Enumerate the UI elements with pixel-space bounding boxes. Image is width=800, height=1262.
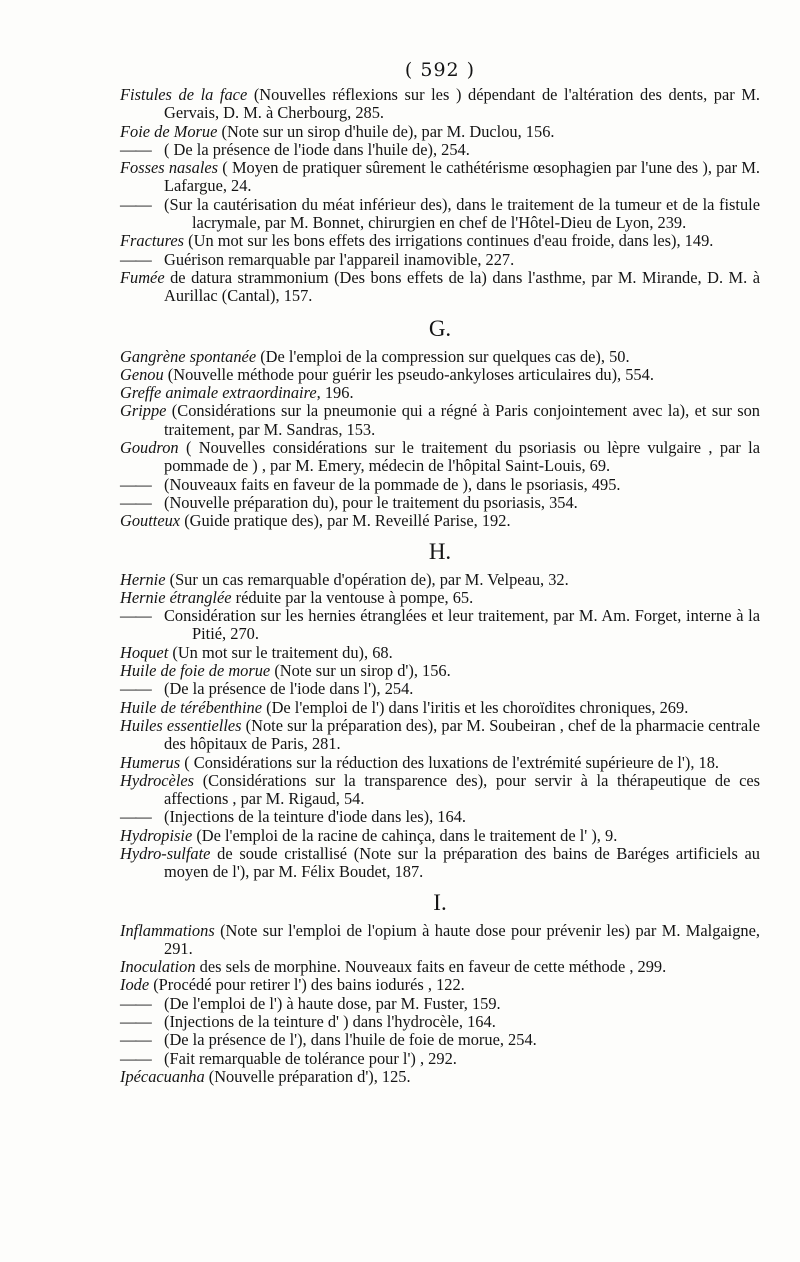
index-entry	[120, 86, 760, 123]
index-entry	[120, 571, 760, 589]
entry-headword: Inoculation	[120, 957, 196, 977]
index-sub-entry	[120, 607, 760, 644]
index-content	[120, 86, 760, 1086]
ditto-dash: ——	[120, 679, 151, 699]
index-sub-entry	[120, 808, 760, 826]
index-sub-entry	[120, 1050, 760, 1068]
index-entry	[120, 439, 760, 476]
entry-text: (De l'emploi de la compression sur quelques cas de), 50.	[256, 346, 630, 366]
ditto-dash: ——	[120, 139, 151, 159]
entry-text: (Sur la cautérisation du méat inférieur des), dans le traitement de la tumeur et de la fistule lacrymale, par M. Bonnet, chirurgien en chef de l'Hôtel-Dieu de Lyon, 239.	[164, 194, 760, 233]
entry-text: (Note sur un sirop d'), 156.	[270, 661, 451, 681]
entry-text: des sels de morphine. Nouveaux faits en faveur de cette méthode , 299.	[195, 957, 667, 977]
index-entry	[120, 958, 760, 976]
entry-headword: Greffe animale extraordinaire	[120, 383, 317, 403]
entry-headword: Genou	[120, 364, 164, 384]
entry-text: (Nouvelle préparation du), pour le traitement du psoriasis, 354.	[164, 492, 578, 512]
index-entry	[120, 827, 760, 845]
index-entry	[120, 976, 760, 994]
entry-headword: Fistules de la face	[120, 85, 248, 104]
entry-headword: Iode	[120, 975, 150, 995]
entry-text: (Nouvelles réflexions sur les ) dépendant de l'altération des dents, par M. Gervais, D. M. à Cherbourg, 285.	[164, 85, 760, 123]
entry-text: (Sur un cas remarquable d'opération de), par M. Velpeau, 32.	[165, 569, 569, 589]
index-sub-entry	[120, 251, 760, 269]
entry-text: ( Nouvelles considérations sur le traitement du psoriasis ou lèpre vulgaire , par la pommade de ) , par M. Emery, médecin de l'hôpital Saint-Louis, 69.	[164, 438, 760, 476]
entry-text: (Nouvelle préparation d'), 125.	[204, 1066, 411, 1086]
index-sub-entry	[120, 476, 760, 494]
index-sub-entry	[120, 1031, 760, 1049]
index-sub-entry	[120, 196, 760, 233]
ditto-dash: ——	[120, 1012, 151, 1032]
index-entry	[120, 1068, 760, 1086]
entry-text: de soude cristallisé (Note sur la préparation des bains de Baréges artificiels au moyen de l'), par M. Félix Boudet, 187.	[164, 843, 760, 882]
index-entry	[120, 269, 760, 306]
entry-text: Guérison remarquable par l'appareil inamovible, 227.	[164, 249, 515, 269]
index-entry	[120, 717, 760, 754]
index-entry	[120, 512, 760, 530]
index-entry	[120, 348, 760, 366]
entry-headword: Huile de térébenthine	[120, 697, 263, 717]
entry-headword: Inflammations	[120, 920, 215, 940]
index-sub-entry	[120, 494, 760, 512]
index-entry	[120, 845, 760, 882]
index-entry	[120, 644, 760, 662]
entry-text: (De la présence de l'), dans l'huile de foie de morue, 254.	[164, 1030, 537, 1050]
index-entry	[120, 159, 760, 196]
entry-text: (De l'emploi de l') dans l'iritis et les choroïdites chroniques, 269.	[262, 697, 689, 717]
entry-headword: Fosses nasales	[120, 158, 219, 178]
entry-headword: Hoquet	[120, 642, 169, 662]
entry-headword: Humerus	[120, 752, 181, 772]
entry-text: (Note sur l'emploi de l'opium à haute dose pour prévenir les) par M. Malgaigne, 291.	[164, 920, 760, 958]
section-letter-heading: H.	[428, 538, 452, 564]
entry-text: de datura strammonium (Des bons effets de la) dans l'asthme, par M. Mirande, D. M. à Aurillac (Cantal), 157.	[164, 267, 760, 306]
entry-headword: Fractures	[120, 231, 185, 251]
entry-headword: Goudron	[120, 438, 179, 458]
entry-text: (Nouvelle méthode pour guérir les pseudo-ankyloses articulaires du), 554.	[163, 364, 654, 384]
section-letter-heading: I.	[433, 889, 447, 915]
entry-text: ( Considérations sur la réduction des luxations de l'extrémité supérieure de l'), 18.	[180, 752, 720, 772]
index-sub-entry	[120, 995, 760, 1013]
ditto-dash: ——	[120, 993, 151, 1013]
entry-headword: Goutteux	[120, 511, 181, 531]
entry-text: (Guide pratique des), par M. Reveillé Parise, 192.	[180, 511, 511, 531]
index-entry	[120, 384, 760, 402]
index-entry	[120, 402, 760, 439]
index-entry	[120, 232, 760, 250]
entry-headword: Hydropisie	[120, 825, 193, 845]
entry-text: (De la présence de l'iode dans l'), 254.	[164, 679, 414, 699]
entry-text: Considération sur les hernies étranglées et leur traitement, par M. Am. Forget, interne à la Pitié, 270.	[164, 606, 760, 644]
index-sub-entry	[120, 680, 760, 698]
entry-headword: Fumée	[120, 267, 165, 287]
entry-headword: Hernie étranglée	[120, 587, 232, 607]
entry-text: (Considérations sur la transparence des), pour servir à la thérapeutique de ces affections , par M. Rigaud, 54.	[164, 770, 760, 809]
ditto-dash: ——	[120, 606, 151, 626]
index-sub-entry	[120, 1013, 760, 1031]
entry-text: réduite par la ventouse à pompe, 65.	[231, 587, 474, 607]
index-entry	[120, 366, 760, 384]
entry-headword: Huile de foie de morue	[120, 661, 271, 681]
index-entry	[120, 589, 760, 607]
entry-text: ( De la présence de l'iode dans l'huile de), 254.	[164, 139, 470, 159]
index-entry	[120, 699, 760, 717]
entry-headword: Ipécacuanha	[120, 1066, 205, 1086]
ditto-dash: ——	[120, 807, 151, 827]
index-entry	[120, 922, 760, 959]
index-entry	[120, 123, 760, 141]
entry-text: (De l'emploi de la racine de cahinça, dans le traitement de l' ), 9.	[192, 825, 618, 845]
page-number: ( 592 )	[404, 59, 476, 81]
entry-headword: Huiles essentielles	[120, 715, 242, 735]
index-entry	[120, 772, 760, 809]
entry-headword: Foie de Morue	[120, 121, 218, 141]
entry-headword: Hydro-sulfate	[120, 843, 211, 863]
ditto-dash: ——	[120, 1030, 151, 1050]
entry-text: (Procédé pour retirer l') des bains iodurés , 122.	[149, 975, 465, 995]
entry-text: (Injections de la teinture d'iode dans les), 164.	[164, 807, 466, 827]
entry-text: (Un mot sur les bons effets des irrigations continues d'eau froide, dans les), 149.	[184, 231, 714, 251]
index-entry	[120, 754, 760, 772]
ditto-dash: ——	[120, 474, 151, 494]
ditto-dash: ——	[120, 194, 151, 214]
entry-text: (Considérations sur la pneumonie qui a régné à Paris conjointement avec la), et sur son traitement, par M. Sandras, 153.	[164, 401, 760, 439]
entry-text: ( Moyen de pratiquer sûrement le cathétérisme œsophagien par l'une des ), par M. Lafargue, 24.	[164, 158, 760, 196]
entry-text: (De l'emploi de l') à haute dose, par M. Fuster, 159.	[164, 993, 501, 1013]
entry-text: (Note sur un sirop d'huile de), par M. Duclou, 156.	[217, 121, 555, 141]
section-letter-heading: G.	[428, 315, 452, 341]
ditto-dash: ——	[120, 492, 151, 512]
index-entry	[120, 662, 760, 680]
entry-text: , 196.	[316, 383, 354, 403]
entry-headword: Grippe	[120, 401, 167, 421]
entry-text: (Fait remarquable de tolérance pour l') , 292.	[164, 1048, 457, 1068]
index-sub-entry	[120, 141, 760, 159]
ditto-dash: ——	[120, 249, 151, 269]
entry-text: (Note sur la préparation des), par M. Soubeiran , chef de la pharmacie centrale des hôpitaux de Paris, 281.	[164, 715, 760, 754]
ditto-dash: ——	[120, 1048, 151, 1068]
entry-text: (Injections de la teinture d' ) dans l'hydrocèle, 164.	[164, 1012, 496, 1032]
entry-text: (Nouveaux faits en faveur de la pommade de ), dans le psoriasis, 495.	[164, 474, 621, 494]
entry-text: (Un mot sur le traitement du), 68.	[168, 642, 393, 662]
entry-headword: Hydrocèles	[120, 770, 195, 790]
entry-headword: Gangrène spontanée	[120, 346, 257, 366]
entry-headword: Hernie	[120, 569, 166, 589]
